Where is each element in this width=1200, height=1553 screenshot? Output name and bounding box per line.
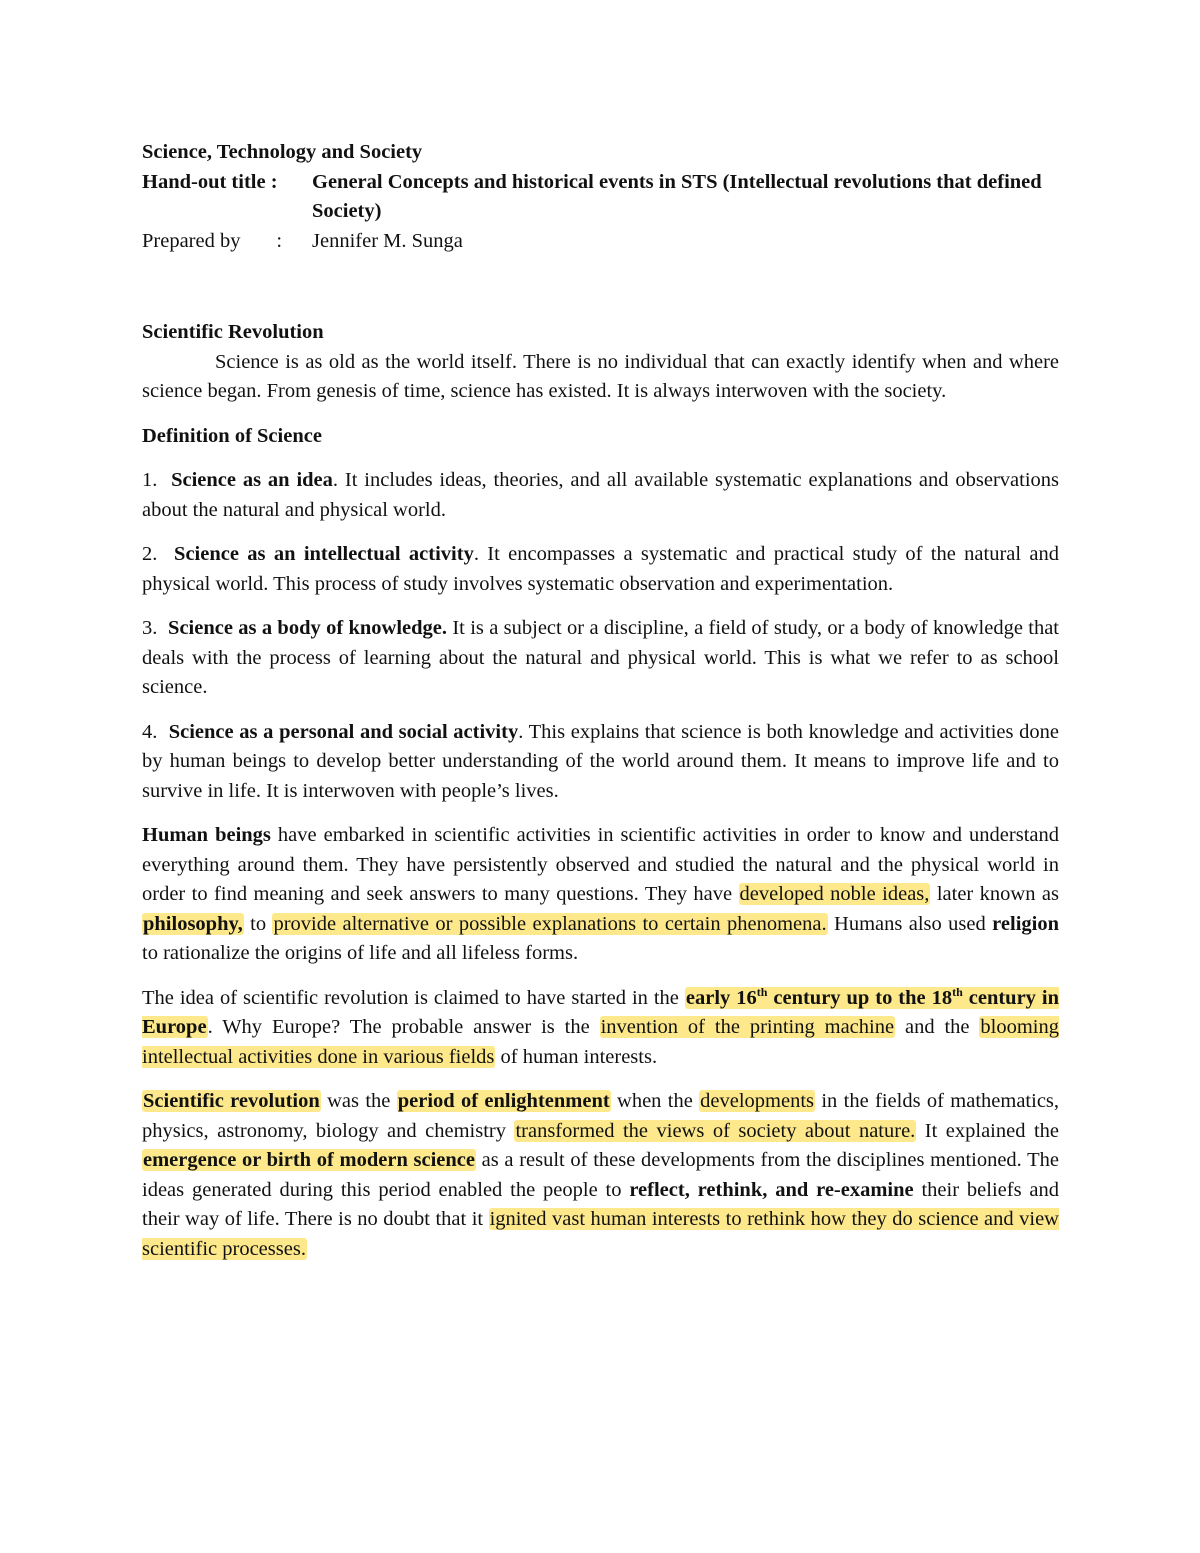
human-beings-paragraph: Human beings have embarked in scientific activities in scientific activities in order to know and understand everything around them. They have persistently observed and studied the natural and the physical world in order to find meaning and seek answers to many questions. They have developed noble ideas, later known as philosophy, to provide alternative or possible explanations to certain phenomena. Humans also used religion to rationalize the origins of life and all lifeless forms.	[142, 824, 1059, 964]
highlight: developed noble ideas,	[739, 883, 930, 905]
definition-term: Science as an intellectual activity	[174, 543, 474, 565]
scientific-revolution-origin-paragraph: The idea of scientific revolution is claimed to have started in the early 16th century up to the 18th century in Europe. Why Europe? The probable answer is the invention of the printing machine and the blooming intellectual activities done in various fields of human interests.	[142, 984, 1059, 1068]
definition-heading: Definition of Science	[142, 424, 322, 447]
document-header	[142, 138, 1059, 256]
period-of-enlightenment-paragraph: Scientific revolution was the period of enlightenment when the developments in the fields of mathematics, physics, astronomy, biology and chemistry transformed the views of society about nature. It explained the emergence or birth of modern science as a result of these developments from the disciplines mentioned. The ideas generated during this period enabled the people to reflect, rethink, and re-examine their beliefs and their way of life. There is no doubt that it ignited vast human interests to rethink how they do science and view scientific processes.	[142, 1090, 1060, 1260]
document-page	[142, 138, 1059, 1264]
definition-item-4: 4. Science as a personal and social activity. This explains that science is both knowledge and activities done by human beings to develop better understanding of the world around them. It means to improve life and to survive in life. It is interwoven with people’s lives.	[142, 720, 1059, 802]
highlight: blooming intellectual activities done in various fields	[142, 1016, 1059, 1068]
definition-item-1: 1. Science as an idea. It includes ideas, theories, and all available systematic explanations and observations about the natural and physical world.	[142, 469, 1059, 521]
highlight: transformed the views of society about nature.	[515, 1119, 916, 1142]
definition-term: Science as a body of knowledge.	[168, 617, 448, 639]
definition-item-3: 3. Science as a body of knowledge. It is a subject or a discipline, a field of study, or a body of knowledge that deals with the process of learning about the natural and physical world. This is what we refer to as school science.	[142, 617, 1059, 698]
highlight: Scientific revolution	[143, 1090, 320, 1112]
definition-item-2: 2. Science as an intellectual activity. It encompasses a systematic and practical study of the natural and physical world. This process of study involves systematic observation and experimentation.	[142, 543, 1059, 595]
highlight: invention of the printing machine	[600, 1016, 895, 1038]
course-title: Science, Technology and Society	[142, 141, 423, 163]
prepared-row	[142, 227, 1059, 257]
prepared-label: Prepared by :	[142, 229, 283, 252]
highlight: early 16th century up to the 18th century in Europe	[142, 984, 1059, 1038]
handout-label: Hand-out title :	[142, 170, 278, 193]
section-heading-scientific-revolution: Scientific Revolution	[142, 321, 324, 343]
intro-paragraph: Science is as old as the world itself. There is no individual that can exactly identify when and where science began. From genesis of time, science has existed. It is always interwoven with the society.	[142, 350, 1059, 402]
highlight: philosophy,	[143, 912, 243, 935]
highlight: provide alternative or possible explanations to certain phenomena.	[273, 912, 827, 935]
definition-term: Science as an idea	[171, 469, 333, 491]
highlight: period of enlightenment	[397, 1090, 610, 1112]
prepared-name: Jennifer M. Sunga	[312, 229, 463, 252]
highlight: emergence or birth of modern science	[143, 1149, 475, 1171]
highlight: ignited vast human interests to rethink how they do science and view scientific processes.	[142, 1208, 1059, 1260]
handout-title: General Concepts and historical events in STS (Intellectual revolutions that defined Society)	[312, 170, 1042, 222]
handout-row	[142, 168, 1059, 227]
definition-term: Science as a personal and social activity	[168, 720, 519, 743]
highlight: developments	[700, 1090, 815, 1112]
